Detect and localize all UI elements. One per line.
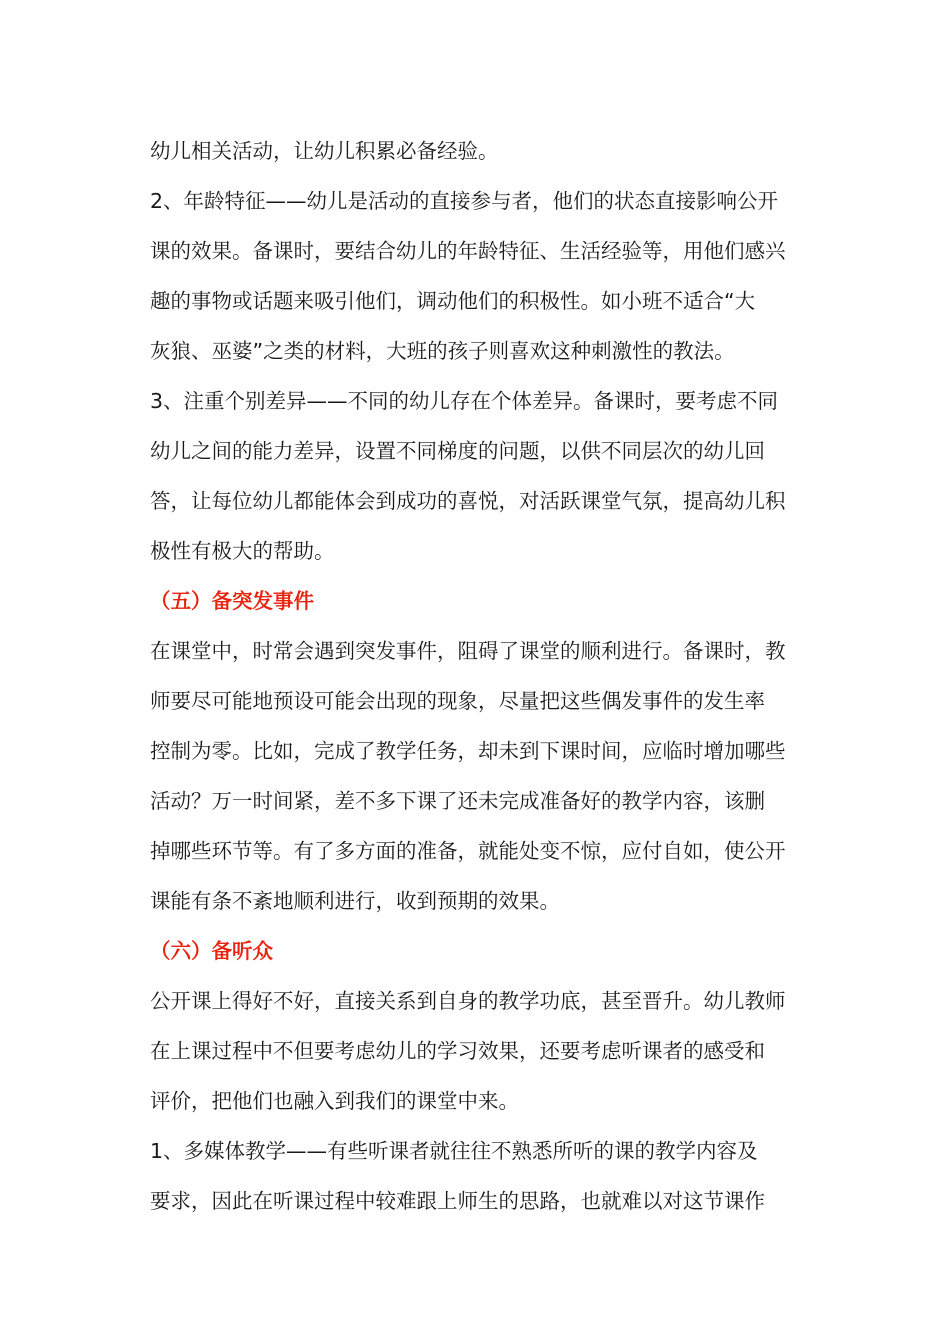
paragraph-line: 3、注重个别差异——不同的幼儿存在个体差异。备课时，要考虑不同 bbox=[150, 389, 779, 413]
paragraph-line: 控制为零。比如，完成了教学任务，却未到下课时间，应临时增加哪些 bbox=[150, 739, 786, 763]
paragraph-line: 掉哪些环节等。有了多方面的准备，就能处变不惊，应付自如，使公开 bbox=[150, 839, 786, 863]
document-page bbox=[150, 126, 810, 1226]
paragraph-line: 师要尽可能地预设可能会出现的现象，尽量把这些偶发事件的发生率 bbox=[150, 689, 765, 713]
paragraph-line: 公开课上得好不好，直接关系到自身的教学功底，甚至晋升。幼儿教师 bbox=[150, 989, 786, 1013]
paragraph-line: 课能有条不紊地顺利进行，收到预期的效果。 bbox=[150, 889, 560, 913]
paragraph-line: 要求，因此在听课过程中较难跟上师生的思路，也就难以对这节课作 bbox=[150, 1189, 765, 1213]
section-heading-5: （五）备突发事件 bbox=[150, 589, 314, 613]
paragraph-line: 1、多媒体教学——有些听课者就往往不熟悉所听的课的教学内容及 bbox=[150, 1139, 758, 1163]
paragraph-line: 灰狼、巫婆”之类的材料，大班的孩子则喜欢这种刺激性的教法。 bbox=[150, 339, 735, 363]
paragraph-line: 幼儿相关活动，让幼儿积累必备经验。 bbox=[150, 139, 499, 163]
paragraph-line: 答，让每位幼儿都能体会到成功的喜悦，对活跃课堂气氛，提高幼儿积 bbox=[150, 489, 786, 513]
paragraph-line: 课的效果。备课时，要结合幼儿的年龄特征、生活经验等，用他们感兴 bbox=[150, 239, 786, 263]
paragraph-line: 在上课过程中不但要考虑幼儿的学习效果，还要考虑听课者的感受和 bbox=[150, 1039, 765, 1063]
paragraph-line: 2、年龄特征——幼儿是活动的直接参与者，他们的状态直接影响公开 bbox=[150, 189, 779, 213]
paragraph-line: 活动？万一时间紧，差不多下课了还未完成准备好的教学内容，该删 bbox=[150, 789, 765, 813]
paragraph-line: 幼儿之间的能力差异，设置不同梯度的问题，以供不同层次的幼儿回 bbox=[150, 439, 765, 463]
section-heading-6: （六）备听众 bbox=[150, 939, 273, 963]
paragraph-line: 评价，把他们也融入到我们的课堂中来。 bbox=[150, 1089, 519, 1113]
paragraph-line: 在课堂中，时常会遇到突发事件，阻碍了课堂的顺利进行。备课时，教 bbox=[150, 639, 786, 663]
paragraph-line: 极性有极大的帮助。 bbox=[150, 539, 335, 563]
paragraph-line: 趣的事物或话题来吸引他们，调动他们的积极性。如小班不适合“大 bbox=[150, 289, 756, 313]
